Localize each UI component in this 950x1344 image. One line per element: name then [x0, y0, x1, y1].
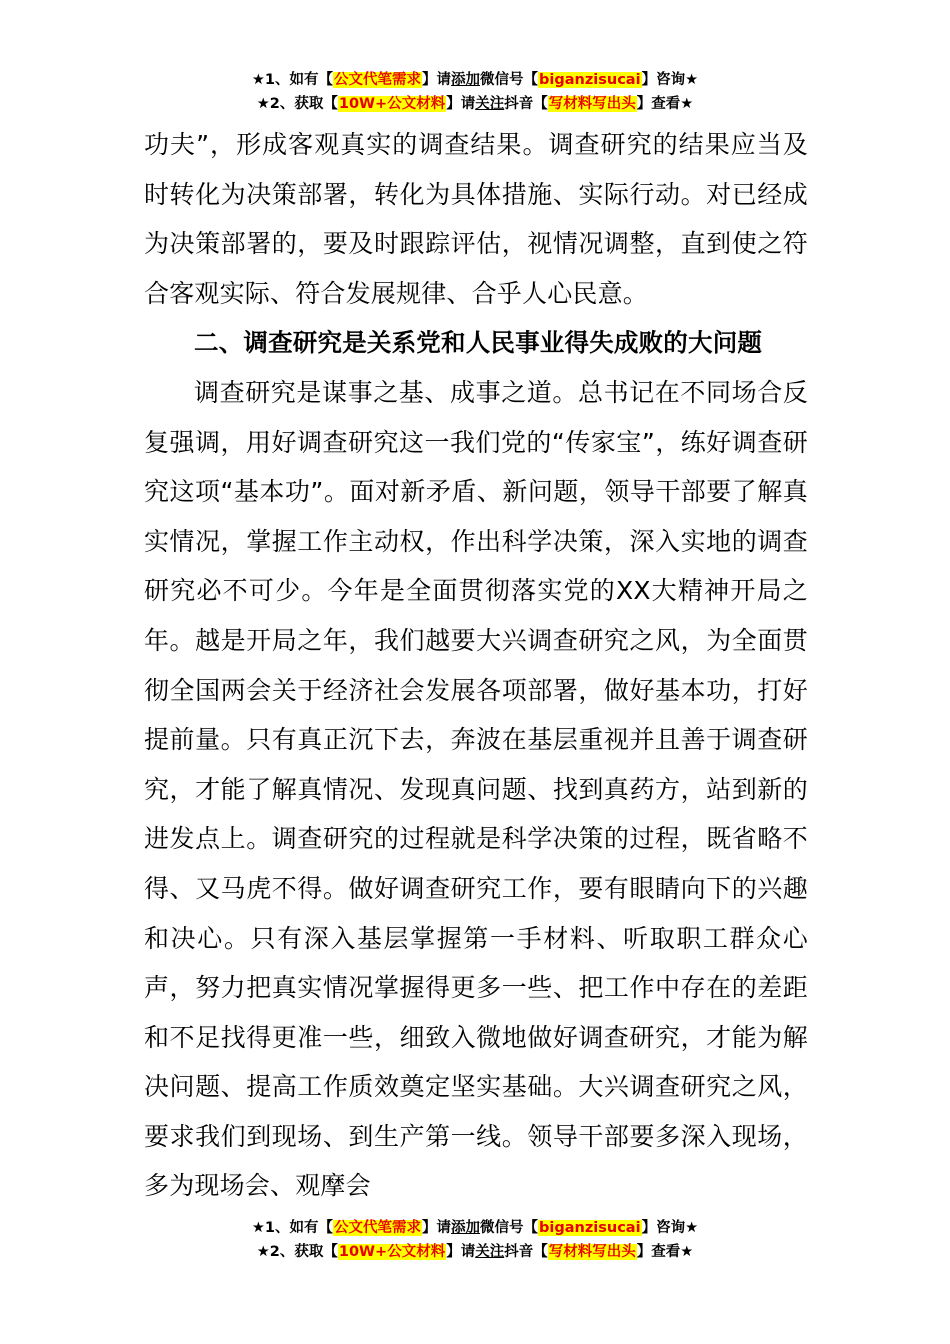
- footer-banner-line-2: [0, 1240, 950, 1264]
- banner-highlight-douyin-account: 写材料写出头: [548, 1244, 636, 1260]
- banner-underlined-text: 添加: [451, 1220, 481, 1236]
- banner-highlight-wechat-id: biganzisucai: [539, 72, 641, 88]
- banner-text: ★2、获取【: [256, 96, 338, 112]
- banner-highlight-douyin-account: 写材料写出头: [548, 96, 636, 112]
- banner-text: 】请: [446, 1244, 476, 1260]
- banner-highlight-service: 公文代笔需求: [334, 72, 422, 88]
- banner-highlight-wechat-id: biganzisucai: [539, 1220, 641, 1236]
- banner-text: 抖音【: [504, 96, 548, 112]
- paragraph-1: 功夫”，形成客观真实的调查结果。调查研究的结果应当及时转化为决策部署，转化为具体措施、实际行动。对已经成为决策部署的，要及时跟踪评估，视情况调整，直到使之符合客观实际、符合发展规律、合乎人心民意。: [144, 130, 808, 308]
- document-body: [144, 120, 808, 1211]
- banner-text: ★2、获取【: [256, 1244, 338, 1260]
- banner-text: 】查看★: [636, 1244, 694, 1260]
- banner-underlined-text: 关注: [475, 1244, 505, 1260]
- header-banner: [0, 68, 950, 116]
- banner-text: 】咨询★: [641, 72, 699, 88]
- section-heading-2: 二、调查研究是关系党和人民事业得失成败的大问题: [194, 328, 763, 358]
- paragraph-2: 调查研究是谋事之基、成事之道。总书记在不同场合反复强调，用好调查研究这一我们党的“传家宝”，练好调查研究这项“基本功”。面对新矛盾、新问题，领导干部要了解真实情况，掌握工作主动权，作出科学决策，深入实地的调查研究必不可少。今年是全面贯彻落实党的XX大精神开局之年。越是开局之年，我们越要大兴调查研究之风，为全面贯彻全国两会关于经济社会发展各项部署，做好基本功，打好提前量。只有真正沉下去，奔波在基层重视并且善于调查研究，才能了解真情况、发现真问题、找到真药方，站到新的进发点上。调查研究的过程就是科学决策的过程，既省略不得、又马虎不得。做好调查研究工作，要有眼睛向下的兴趣和决心。只有深入基层掌握第一手材料、听取职工群众心声，努力把真实情况掌握得更多一些、把工作中存在的差距和不足找得更准一些，细致入微地做好调查研究，才能为解决问题、提高工作质效奠定坚实基础。大兴调查研究之风，要求我们到现场、到生产第一线。领导干部要多深入现场，多为现场会、观摩会: [144, 377, 808, 1201]
- banner-text: 】查看★: [636, 96, 694, 112]
- banner-text: ★1、如有【: [251, 1220, 334, 1236]
- banner-highlight-service: 公文代笔需求: [334, 1220, 422, 1236]
- banner-text: 抖音【: [504, 1244, 548, 1260]
- banner-underlined-text: 添加: [451, 72, 481, 88]
- banner-text: 】请: [422, 72, 452, 88]
- footer-banner: [0, 1216, 950, 1264]
- banner-text: 】咨询★: [641, 1220, 699, 1236]
- banner-text: 微信号【: [480, 72, 539, 88]
- banner-highlight-materials: 10W+公文材料: [338, 96, 446, 112]
- banner-underlined-text: 关注: [475, 96, 505, 112]
- header-banner-line-2: [0, 92, 950, 116]
- banner-text: 】请: [446, 96, 476, 112]
- header-banner-line-1: [0, 68, 950, 92]
- banner-text: 】请: [422, 1220, 452, 1236]
- footer-banner-line-1: [0, 1216, 950, 1240]
- banner-highlight-materials: 10W+公文材料: [338, 1244, 446, 1260]
- banner-text: 微信号【: [480, 1220, 539, 1236]
- banner-text: ★1、如有【: [251, 72, 334, 88]
